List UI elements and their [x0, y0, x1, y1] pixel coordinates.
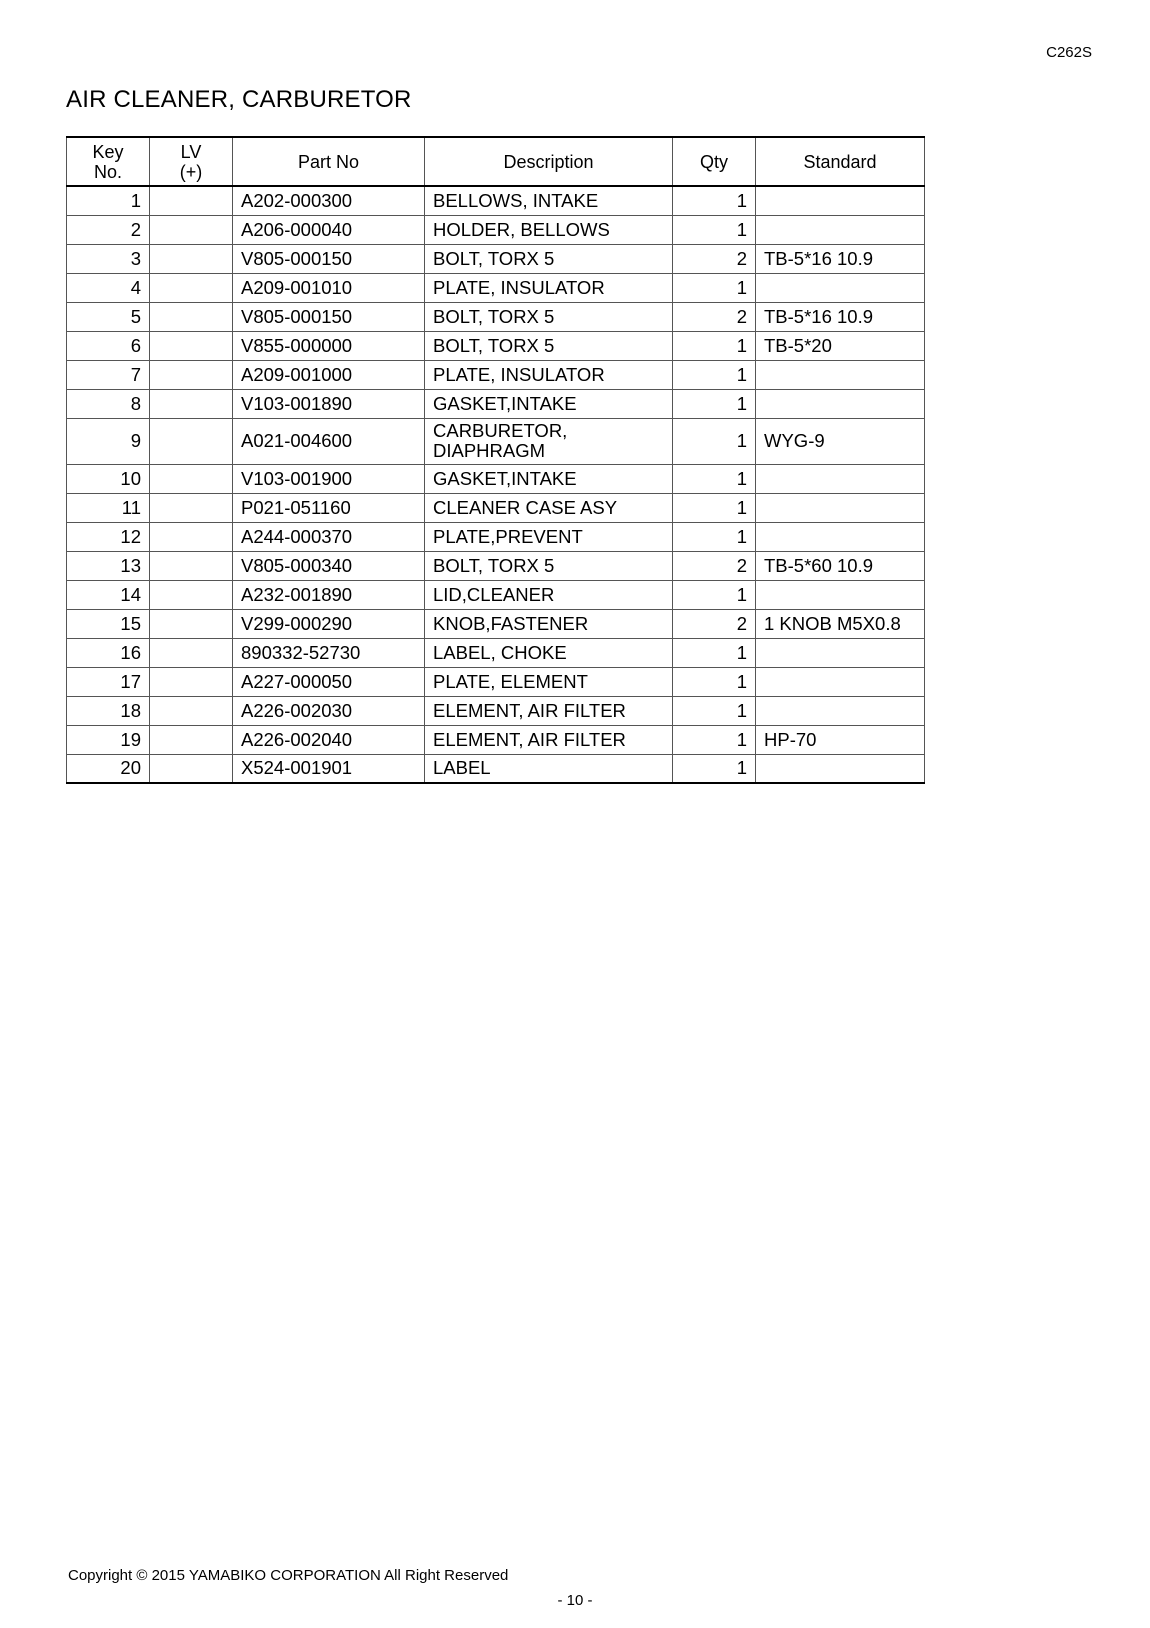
standard-cell	[756, 493, 925, 522]
lv-cell	[150, 551, 233, 580]
standard-cell	[756, 389, 925, 418]
part-no-cell: V103-001890	[233, 389, 425, 418]
lv-cell	[150, 667, 233, 696]
qty-cell: 1	[673, 360, 756, 389]
section-title: AIR CLEANER, CARBURETOR	[66, 86, 412, 113]
key-no-cell: 19	[67, 725, 150, 754]
part-no-cell: A209-001000	[233, 360, 425, 389]
table-row	[67, 464, 925, 493]
table-row	[67, 389, 925, 418]
standard-cell	[756, 580, 925, 609]
lv-cell	[150, 609, 233, 638]
standard-cell	[756, 360, 925, 389]
qty-cell: 1	[673, 215, 756, 244]
standard-cell	[756, 696, 925, 725]
key-no-cell: 2	[67, 215, 150, 244]
description-cell: LABEL	[425, 754, 673, 783]
standard-cell: 1 KNOB M5X0.8	[756, 609, 925, 638]
standard-cell	[756, 215, 925, 244]
lv-cell	[150, 580, 233, 609]
qty-cell: 1	[673, 331, 756, 360]
part-no-cell: A232-001890	[233, 580, 425, 609]
lv-cell	[150, 464, 233, 493]
description-cell: KNOB,FASTENER	[425, 609, 673, 638]
standard-cell	[756, 186, 925, 215]
lv-cell	[150, 331, 233, 360]
lv-cell	[150, 360, 233, 389]
standard-cell	[756, 754, 925, 783]
description-cell: BOLT, TORX 5	[425, 331, 673, 360]
key-no-cell: 11	[67, 493, 150, 522]
lv-cell	[150, 215, 233, 244]
description-cell: BELLOWS, INTAKE	[425, 186, 673, 215]
qty-cell: 2	[673, 551, 756, 580]
key-no-cell: 7	[67, 360, 150, 389]
key-no-cell: 4	[67, 273, 150, 302]
lv-cell	[150, 754, 233, 783]
part-no-cell: X524-001901	[233, 754, 425, 783]
lv-cell	[150, 493, 233, 522]
key-no-cell: 10	[67, 464, 150, 493]
lv-cell	[150, 273, 233, 302]
qty-cell: 1	[673, 493, 756, 522]
lv-cell	[150, 418, 233, 464]
description-cell: PLATE, ELEMENT	[425, 667, 673, 696]
description-cell: GASKET,INTAKE	[425, 464, 673, 493]
standard-cell: HP-70	[756, 725, 925, 754]
qty-cell: 1	[673, 667, 756, 696]
key-no-cell: 12	[67, 522, 150, 551]
qty-cell: 1	[673, 464, 756, 493]
lv-cell	[150, 725, 233, 754]
standard-cell: TB-5*60 10.9	[756, 551, 925, 580]
table-row	[67, 360, 925, 389]
table-row	[67, 186, 925, 215]
header-lv-line2: (+)	[179, 161, 203, 182]
key-no-cell: 18	[67, 696, 150, 725]
qty-cell: 1	[673, 754, 756, 783]
parts-table-body	[67, 186, 925, 783]
standard-cell	[756, 638, 925, 667]
key-no-cell: 9	[67, 418, 150, 464]
qty-cell: 2	[673, 244, 756, 273]
qty-cell: 1	[673, 418, 756, 464]
header-key-line2: No.	[93, 161, 122, 182]
part-no-cell: A206-000040	[233, 215, 425, 244]
description-cell: PLATE,PREVENT	[425, 522, 673, 551]
description-cell: BOLT, TORX 5	[425, 302, 673, 331]
part-no-cell: V805-000150	[233, 244, 425, 273]
table-row	[67, 580, 925, 609]
part-no-cell: A021-004600	[233, 418, 425, 464]
key-no-cell: 1	[67, 186, 150, 215]
page-number: - 10 -	[557, 1592, 593, 1609]
key-no-cell: 16	[67, 638, 150, 667]
description-cell: CARBURETOR, DIAPHRAGM	[425, 418, 673, 464]
header-standard: Standard	[756, 137, 925, 186]
qty-cell: 1	[673, 725, 756, 754]
standard-cell: TB-5*16 10.9	[756, 244, 925, 273]
qty-cell: 2	[673, 302, 756, 331]
model-code: C262S	[1046, 44, 1092, 61]
qty-cell: 1	[673, 522, 756, 551]
table-row	[67, 551, 925, 580]
description-cell: LABEL, CHOKE	[425, 638, 673, 667]
qty-cell: 1	[673, 186, 756, 215]
table-row	[67, 667, 925, 696]
description-cell: PLATE, INSULATOR	[425, 360, 673, 389]
lv-cell	[150, 638, 233, 667]
description-cell: GASKET,INTAKE	[425, 389, 673, 418]
standard-cell	[756, 464, 925, 493]
table-row	[67, 418, 925, 464]
part-no-cell: 890332-52730	[233, 638, 425, 667]
lv-cell	[150, 696, 233, 725]
table-row	[67, 331, 925, 360]
lv-cell	[150, 522, 233, 551]
qty-cell: 1	[673, 638, 756, 667]
copyright-notice: Copyright © 2015 YAMABIKO CORPORATION All Right Reserved	[68, 1567, 509, 1584]
qty-cell: 1	[673, 389, 756, 418]
table-header-row	[67, 137, 925, 186]
key-no-cell: 15	[67, 609, 150, 638]
standard-cell	[756, 273, 925, 302]
header-lv	[150, 137, 233, 186]
standard-cell	[756, 522, 925, 551]
description-cell: BOLT, TORX 5	[425, 551, 673, 580]
header-lv-line1: LV	[180, 141, 202, 162]
key-no-cell: 6	[67, 331, 150, 360]
part-no-cell: P021-051160	[233, 493, 425, 522]
part-no-cell: V805-000340	[233, 551, 425, 580]
description-cell: BOLT, TORX 5	[425, 244, 673, 273]
key-no-cell: 5	[67, 302, 150, 331]
qty-cell: 1	[673, 580, 756, 609]
part-no-cell: A244-000370	[233, 522, 425, 551]
table-row	[67, 493, 925, 522]
header-description: Description	[425, 137, 673, 186]
table-row	[67, 638, 925, 667]
description-cell: HOLDER, BELLOWS	[425, 215, 673, 244]
key-no-cell: 14	[67, 580, 150, 609]
header-key-line1: Key	[92, 141, 124, 162]
key-no-cell: 8	[67, 389, 150, 418]
part-no-cell: V299-000290	[233, 609, 425, 638]
qty-cell: 2	[673, 609, 756, 638]
part-no-cell: V805-000150	[233, 302, 425, 331]
table-row	[67, 522, 925, 551]
part-no-cell: A209-001010	[233, 273, 425, 302]
lv-cell	[150, 389, 233, 418]
lv-cell	[150, 186, 233, 215]
standard-cell: TB-5*16 10.9	[756, 302, 925, 331]
table-row	[67, 725, 925, 754]
table-row	[67, 696, 925, 725]
header-qty: Qty	[673, 137, 756, 186]
table-row	[67, 609, 925, 638]
standard-cell	[756, 667, 925, 696]
key-no-cell: 3	[67, 244, 150, 273]
standard-cell: WYG-9	[756, 418, 925, 464]
qty-cell: 1	[673, 696, 756, 725]
part-no-cell: V103-001900	[233, 464, 425, 493]
key-no-cell: 17	[67, 667, 150, 696]
part-no-cell: A202-000300	[233, 186, 425, 215]
header-part-no: Part No	[233, 137, 425, 186]
part-no-cell: A227-000050	[233, 667, 425, 696]
key-no-cell: 20	[67, 754, 150, 783]
description-cell: PLATE, INSULATOR	[425, 273, 673, 302]
part-no-cell: V855-000000	[233, 331, 425, 360]
description-cell: LID,CLEANER	[425, 580, 673, 609]
lv-cell	[150, 302, 233, 331]
qty-cell: 1	[673, 273, 756, 302]
description-cell: CLEANER CASE ASY	[425, 493, 673, 522]
lv-cell	[150, 244, 233, 273]
table-row	[67, 215, 925, 244]
table-row	[67, 754, 925, 783]
description-cell: ELEMENT, AIR FILTER	[425, 696, 673, 725]
part-no-cell: A226-002040	[233, 725, 425, 754]
standard-cell: TB-5*20	[756, 331, 925, 360]
key-no-cell: 13	[67, 551, 150, 580]
table-row	[67, 244, 925, 273]
table-row	[67, 273, 925, 302]
part-no-cell: A226-002030	[233, 696, 425, 725]
header-key-no	[67, 137, 150, 186]
table-row	[67, 302, 925, 331]
description-cell: ELEMENT, AIR FILTER	[425, 725, 673, 754]
parts-table	[66, 136, 925, 784]
